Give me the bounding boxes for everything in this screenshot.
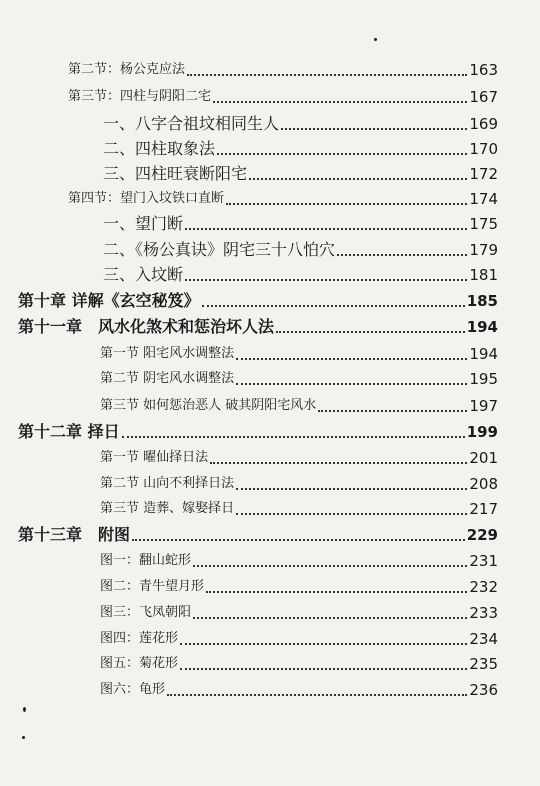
toc-entry[interactable] bbox=[100, 367, 498, 391]
toc-entry-page: 235 bbox=[469, 655, 498, 673]
toc-leader-dots bbox=[193, 617, 467, 619]
toc-entry-title: 第二节 山向不利择日法 bbox=[100, 476, 235, 491]
toc-leader-dots bbox=[276, 331, 465, 333]
toc-entry[interactable] bbox=[68, 187, 498, 211]
toc-chapter-entry[interactable] bbox=[18, 420, 498, 444]
toc-entry[interactable] bbox=[103, 137, 498, 161]
toc-entry-page: 231 bbox=[469, 552, 498, 570]
toc-entry-title: 第十一章 风水化煞术和惩治坏人法 bbox=[18, 317, 275, 336]
toc-leader-dots bbox=[217, 153, 467, 155]
toc-entry-title: 图一：翻山蛇形 bbox=[100, 553, 192, 568]
toc-entry[interactable] bbox=[103, 162, 498, 186]
toc-leader-dots bbox=[210, 462, 467, 464]
toc-entry-title: 图五：菊花形 bbox=[100, 656, 179, 671]
toc-entry-page: 169 bbox=[469, 115, 498, 133]
toc-entry-title: 第十三章 附图 bbox=[18, 525, 131, 544]
toc-entry-title: 第三节 造葬、嫁娶择日 bbox=[100, 501, 235, 516]
toc-entry-page: 197 bbox=[469, 397, 498, 415]
toc-entry-title: 图二：青牛望月形 bbox=[100, 579, 205, 594]
toc-entry[interactable] bbox=[68, 58, 498, 82]
toc-entry-page: 181 bbox=[469, 266, 498, 284]
toc-leader-dots bbox=[132, 539, 465, 541]
toc-entry-title: 图三：飞凤朝阳 bbox=[100, 605, 192, 620]
toc-leader-dots bbox=[185, 279, 467, 281]
toc-entry[interactable] bbox=[100, 342, 498, 366]
toc-entry[interactable] bbox=[100, 652, 498, 676]
toc-entry-page: 234 bbox=[469, 630, 498, 648]
toc-entry-page: 201 bbox=[469, 449, 498, 467]
toc-leader-dots bbox=[202, 305, 465, 307]
toc-leader-dots bbox=[167, 694, 467, 696]
toc-entry-title: 第三节：四柱与阴阳二宅 bbox=[68, 89, 212, 104]
toc-entry-title: 第三节 如何惩治恶人 破其阴阳宅风水 bbox=[100, 398, 317, 413]
toc-leader-dots bbox=[206, 591, 467, 593]
toc-leader-dots bbox=[122, 436, 465, 438]
toc-entry-page: 175 bbox=[469, 215, 498, 233]
toc-entry[interactable] bbox=[103, 212, 498, 236]
toc-entry[interactable] bbox=[103, 263, 498, 287]
toc-entry-page: 199 bbox=[466, 423, 498, 441]
toc-entry-title: 第一节 曜仙择日法 bbox=[100, 450, 209, 465]
toc-entry[interactable] bbox=[100, 446, 498, 470]
toc-entry-page: 229 bbox=[466, 526, 498, 544]
toc-entry-title: 第四节：望门入坟铁口直断 bbox=[68, 191, 225, 206]
toc-entry-page: 194 bbox=[469, 345, 498, 363]
toc-entry[interactable] bbox=[100, 627, 498, 651]
toc-leader-dots bbox=[236, 358, 467, 360]
toc-entry-page: 167 bbox=[469, 88, 498, 106]
toc-entry-page: 217 bbox=[469, 500, 498, 518]
toc-entry[interactable] bbox=[100, 678, 498, 702]
toc-entry-page: 174 bbox=[469, 190, 498, 208]
toc-entry-title: 第十二章 择日 bbox=[18, 422, 120, 441]
toc-leader-dots bbox=[180, 643, 467, 645]
toc-entry[interactable] bbox=[100, 549, 498, 573]
toc-entry-title: 第一节 阳宅风水调整法 bbox=[100, 346, 235, 361]
toc-leader-dots bbox=[213, 101, 467, 103]
toc-leader-dots bbox=[236, 513, 467, 515]
toc-entry[interactable] bbox=[100, 497, 498, 521]
toc-leader-dots bbox=[193, 565, 467, 567]
toc-entry-title: 第二节 阴宅风水调整法 bbox=[100, 371, 235, 386]
toc-entry-page: 170 bbox=[469, 140, 498, 158]
scan-speck bbox=[22, 736, 25, 739]
toc-leader-dots bbox=[236, 383, 467, 385]
toc-entry-page: 185 bbox=[466, 292, 498, 310]
toc-leader-dots bbox=[226, 203, 467, 205]
toc-leader-dots bbox=[281, 128, 467, 130]
toc-entry-page: 208 bbox=[469, 475, 498, 493]
toc-entry-title: 二、四柱取象法 bbox=[103, 139, 216, 158]
toc-leader-dots bbox=[337, 254, 467, 256]
toc-entry-page: 195 bbox=[469, 370, 498, 388]
toc-entry-page: 232 bbox=[469, 578, 498, 596]
toc-leader-dots bbox=[318, 410, 467, 412]
toc-leader-dots bbox=[180, 668, 467, 670]
toc-entry-title: 第十章 详解《玄空秘笈》 bbox=[18, 291, 200, 310]
scan-speck bbox=[23, 707, 26, 712]
scan-speck bbox=[374, 38, 377, 41]
toc-entry-title: 一、八字合祖坟相同生人 bbox=[103, 114, 280, 133]
toc-entry-page: 163 bbox=[469, 61, 498, 79]
toc-entry[interactable] bbox=[100, 601, 498, 625]
toc-entry-title: 一、望门断 bbox=[103, 214, 184, 233]
toc-entry-title: 图四：莲花形 bbox=[100, 631, 179, 646]
toc-entry-page: 172 bbox=[469, 165, 498, 183]
toc-leader-dots bbox=[249, 178, 467, 180]
toc-entry[interactable] bbox=[68, 85, 498, 109]
toc-entry-page: 236 bbox=[469, 681, 498, 699]
toc-entry[interactable] bbox=[100, 575, 498, 599]
toc-entry[interactable] bbox=[100, 394, 498, 418]
toc-entry-title: 二、《杨公真诀》阴宅三十八怕穴 bbox=[103, 240, 336, 259]
toc-entry[interactable] bbox=[103, 238, 498, 262]
toc-entry-title: 第二节：杨公克应法 bbox=[68, 62, 186, 77]
toc-chapter-entry[interactable] bbox=[18, 523, 498, 547]
toc-entry-title: 三、四柱旺衰断阳宅 bbox=[103, 164, 248, 183]
toc-entry[interactable] bbox=[103, 112, 498, 136]
toc-chapter-entry[interactable] bbox=[18, 315, 498, 339]
toc-entry-title: 图六：龟形 bbox=[100, 682, 166, 697]
toc-entry-title: 三、入坟断 bbox=[103, 265, 184, 284]
toc-chapter-entry[interactable] bbox=[18, 289, 498, 313]
toc-leader-dots bbox=[187, 74, 467, 76]
toc-leader-dots bbox=[236, 488, 467, 490]
toc-entry[interactable] bbox=[100, 472, 498, 496]
toc-entry-page: 179 bbox=[469, 241, 498, 259]
toc-entry-page: 233 bbox=[469, 604, 498, 622]
toc-entry-page: 194 bbox=[466, 318, 498, 336]
toc-leader-dots bbox=[185, 228, 467, 230]
